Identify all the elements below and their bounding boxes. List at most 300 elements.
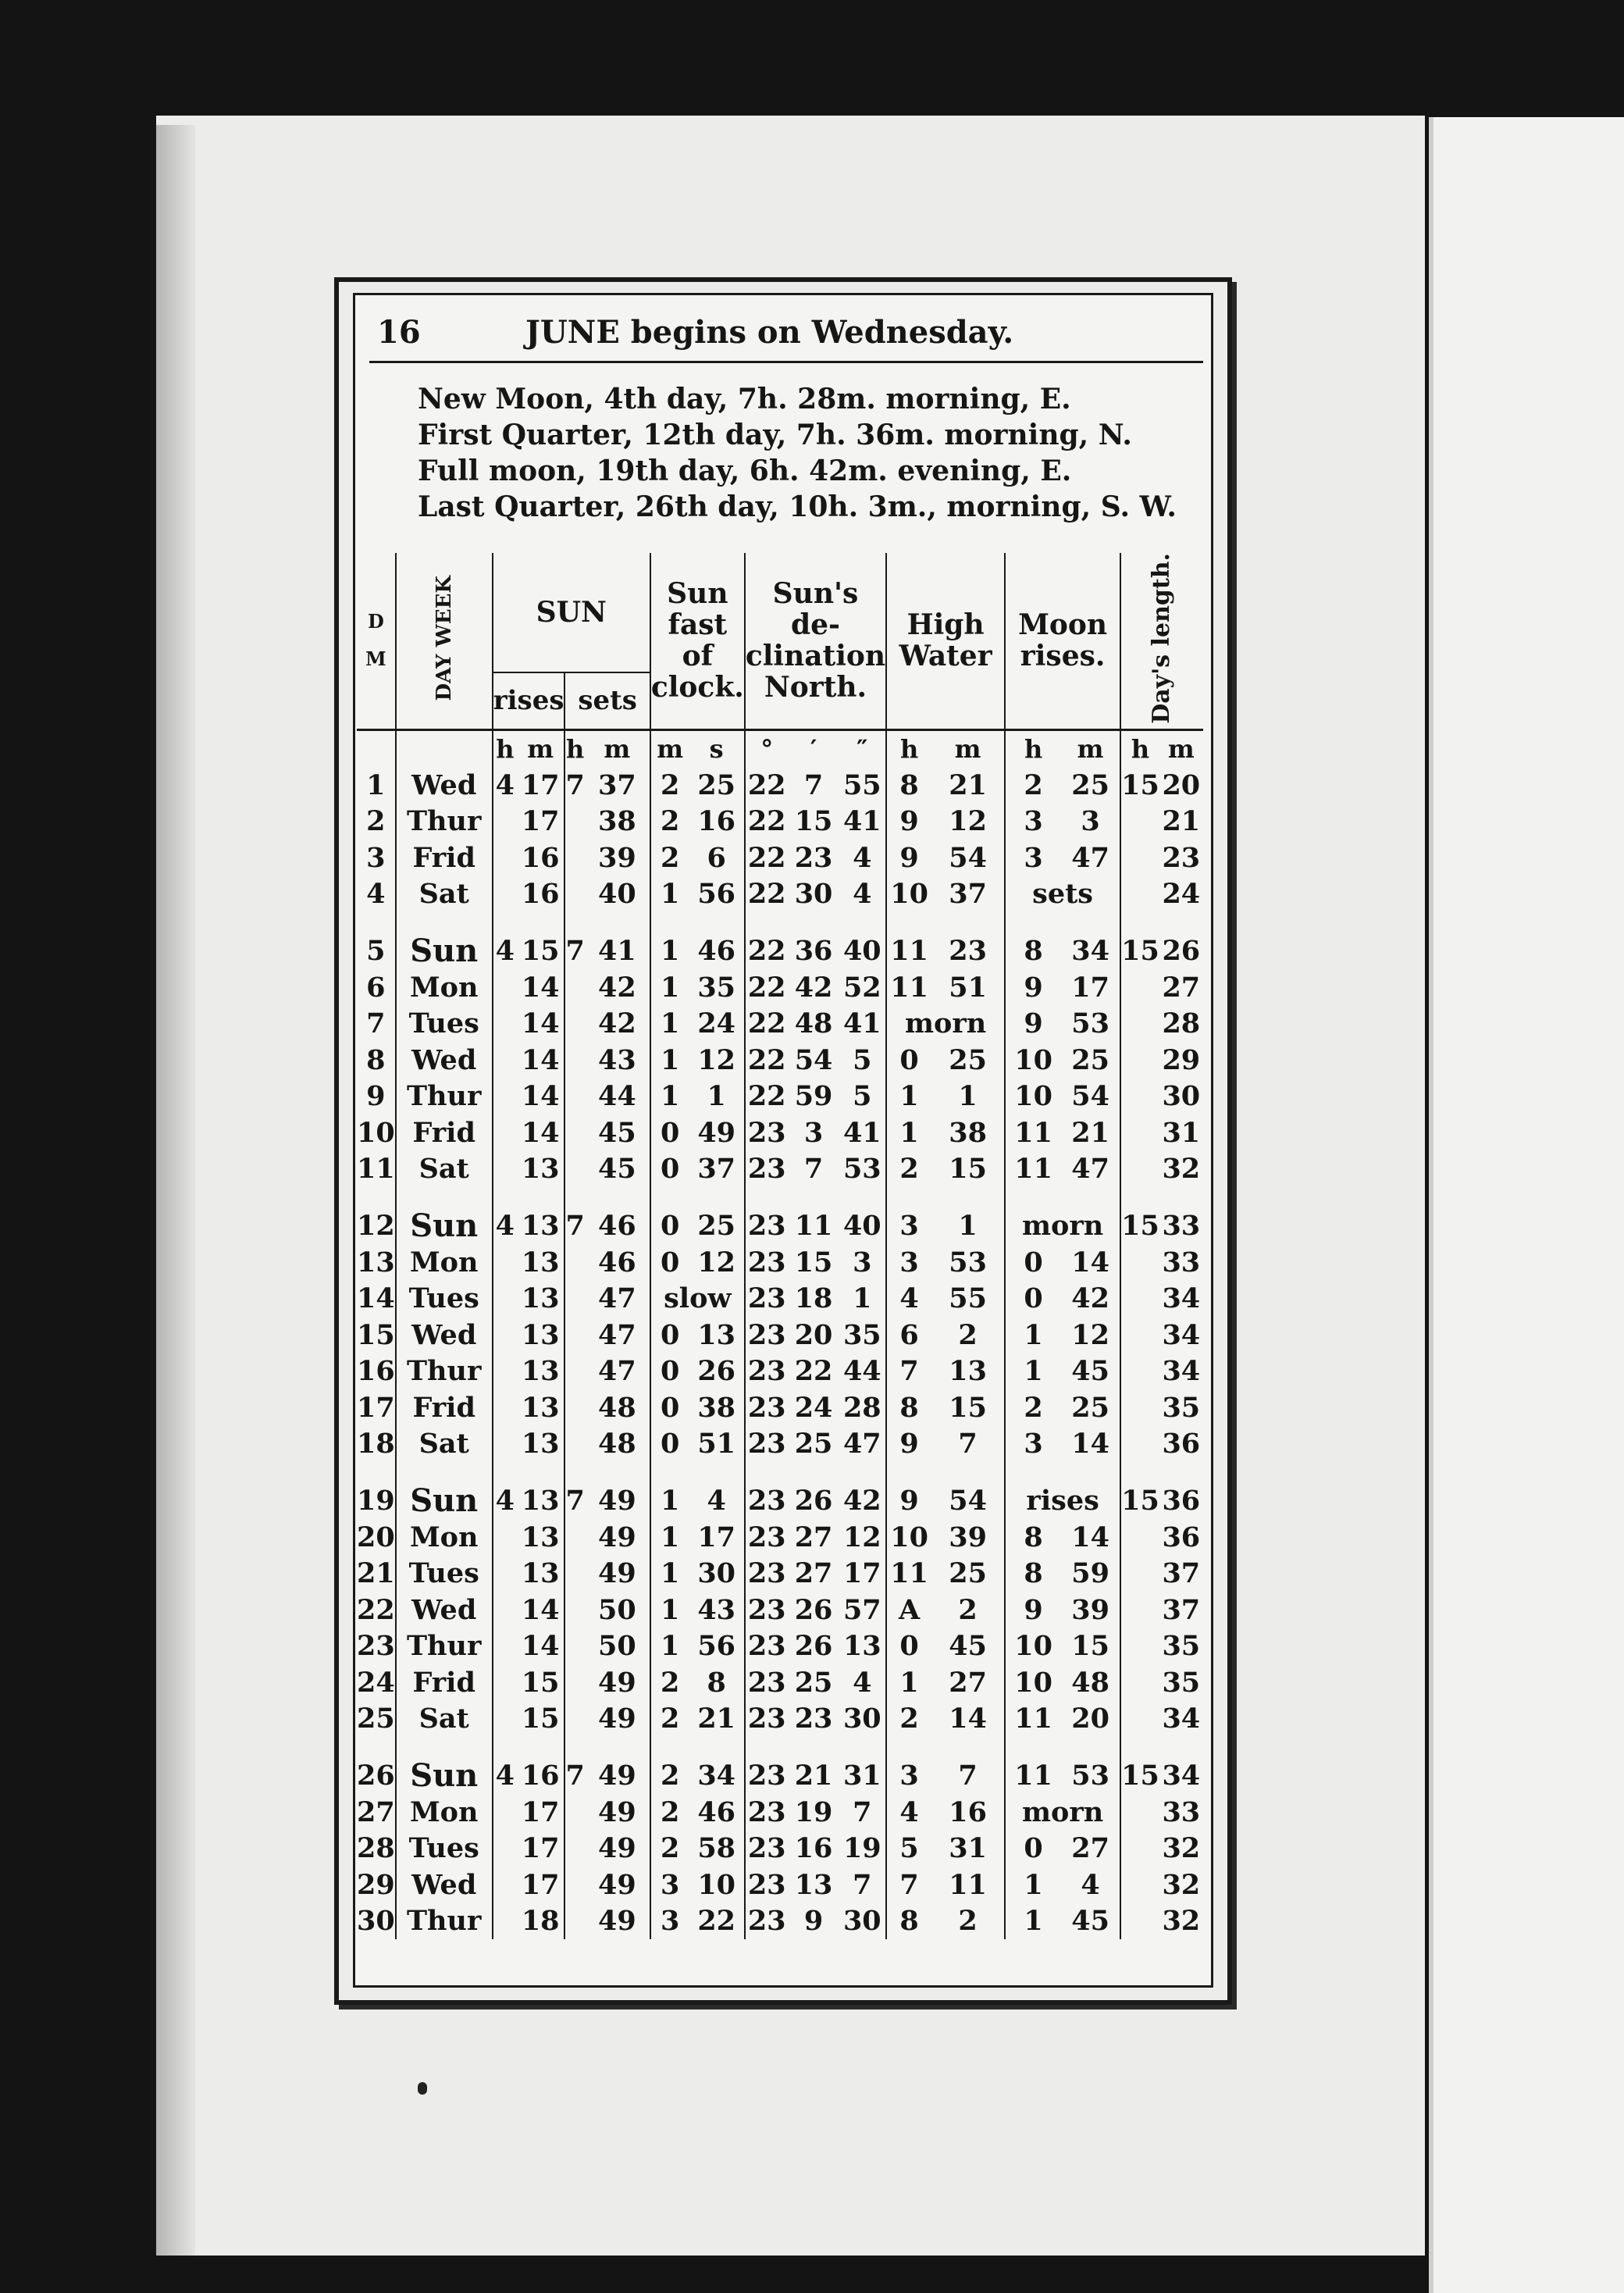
sunset-hour — [564, 969, 584, 1006]
day-of-month: 9 — [366, 1080, 386, 1113]
sunrise-minute: 14 — [521, 971, 560, 1004]
declination-degrees: 23 — [745, 1867, 789, 1903]
sunset-hour — [564, 1244, 584, 1281]
sunrise-minute: 15 — [521, 1666, 560, 1699]
declination-seconds: 47 — [842, 1428, 881, 1460]
day-length-minutes: 37 — [1162, 1557, 1201, 1590]
moon-minute: 39 — [1071, 1593, 1109, 1626]
moon-minute: 4 — [1081, 1868, 1100, 1901]
unit: m — [954, 733, 981, 764]
sun-fast-seconds: 46 — [697, 1796, 736, 1828]
day-of-month: 6 — [366, 971, 386, 1004]
high-water-minute: 37 — [949, 878, 987, 911]
day-row — [357, 1519, 1203, 1556]
day-length-minutes: 35 — [1162, 1391, 1201, 1424]
high-water-hour: 11 — [886, 969, 931, 1006]
sun-fast-minutes: 1 — [650, 1005, 689, 1042]
sun-fast-seconds: 37 — [697, 1153, 736, 1186]
sunset-hour: 7 — [564, 1207, 584, 1244]
col-header-days-length — [1120, 553, 1203, 729]
moon-minute: 25 — [1071, 1043, 1109, 1076]
declination-degrees: 23 — [745, 1903, 789, 1939]
day-row — [357, 767, 1203, 804]
day-row — [357, 1207, 1203, 1244]
sun-fast-seconds: 24 — [697, 1007, 736, 1040]
unit: m — [527, 733, 554, 764]
declination-seconds: 35 — [842, 1318, 881, 1351]
sun-fast-seconds: 21 — [697, 1703, 736, 1735]
day-of-month: 26 — [357, 1759, 395, 1792]
declination-degrees: 23 — [745, 1555, 789, 1592]
sun-fast-seconds: 22 — [697, 1905, 736, 1938]
day-row — [357, 1482, 1203, 1519]
sun-fast-seconds: 58 — [697, 1832, 736, 1865]
sun-fast-minutes: 1 — [650, 1482, 689, 1519]
day-row — [357, 1353, 1203, 1389]
sunset-minute: 49 — [597, 1868, 636, 1901]
day-of-month: 11 — [357, 1153, 395, 1186]
units-row — [357, 729, 1203, 767]
moon-hour: 3 — [1005, 1425, 1061, 1462]
phase-last-quarter: Last Quarter, 26th day, 10h. 3m., morning, S. W. — [418, 490, 1177, 523]
sunrise-minute: 14 — [521, 1116, 560, 1149]
sunrise-hour — [493, 1078, 517, 1114]
sun-fast-seconds: 13 — [697, 1318, 736, 1351]
moon-hour: 10 — [1005, 1042, 1061, 1079]
high-water-hour: 9 — [886, 1425, 931, 1462]
sun-fast-seconds: 56 — [697, 878, 736, 911]
day-length-hours: 15 — [1120, 1482, 1159, 1519]
day-row — [357, 1280, 1203, 1317]
declination-degrees: 23 — [745, 1244, 789, 1281]
declination-seconds: 42 — [842, 1484, 881, 1517]
sunset-hour — [564, 1628, 584, 1664]
day-of-week: Frid — [396, 1389, 493, 1426]
day-length-hours — [1120, 1389, 1159, 1426]
sunrise-hour — [493, 1555, 517, 1592]
moon-hour: 8 — [1005, 1519, 1061, 1556]
declination-degrees: 23 — [745, 1830, 789, 1867]
declination-seconds: 44 — [842, 1355, 881, 1388]
sun-fast-minutes: 0 — [650, 1317, 689, 1353]
sun-fast-seconds: 10 — [697, 1868, 736, 1901]
moon-hour: 0 — [1005, 1830, 1061, 1867]
declination-degrees: 23 — [745, 1207, 789, 1244]
day-length-hours — [1120, 803, 1159, 840]
sunset-minute: 41 — [597, 934, 636, 967]
high-water-hour: 6 — [886, 1317, 931, 1353]
sun-fast-minutes: 2 — [650, 840, 689, 876]
sunset-hour: 7 — [564, 1482, 584, 1519]
day-length-minutes: 34 — [1162, 1318, 1201, 1351]
moon-phases — [418, 381, 1177, 525]
declination-degrees: 23 — [745, 1280, 789, 1317]
sun-fast-minutes: 2 — [650, 1700, 689, 1737]
declination-seconds: 40 — [842, 1209, 881, 1242]
day-of-month: 18 — [357, 1428, 395, 1460]
day-of-month: 27 — [357, 1796, 395, 1828]
sunset-minute: 49 — [597, 1484, 636, 1517]
day-row — [357, 1150, 1203, 1187]
day-of-month: 16 — [357, 1355, 395, 1388]
day-length-minutes: 32 — [1162, 1832, 1201, 1865]
high-water-minute: 45 — [949, 1630, 987, 1663]
sun-fast-minutes: 2 — [650, 1664, 689, 1701]
unit: m — [1077, 733, 1104, 764]
sunrise-hour — [493, 1664, 517, 1701]
day-row — [357, 1700, 1203, 1737]
sunset-hour — [564, 1519, 584, 1556]
sunset-hour — [564, 1353, 584, 1389]
sunrise-hour — [493, 1867, 517, 1903]
declination-degrees: 23 — [745, 1592, 789, 1628]
day-length-minutes: 34 — [1162, 1759, 1201, 1792]
declination-degrees: 23 — [745, 1519, 789, 1556]
sunset-minute: 49 — [597, 1703, 636, 1735]
moon-minute: 14 — [1071, 1521, 1109, 1553]
day-of-week: Frid — [396, 1114, 493, 1151]
day-length-hours — [1120, 1519, 1159, 1556]
page-title: JUNE begins on Wednesday. — [525, 314, 1014, 351]
dm-bottom: M — [365, 647, 386, 671]
day-of-month: 2 — [366, 805, 386, 838]
sunset-hour — [564, 1794, 584, 1831]
declination-minutes: 25 — [794, 1428, 833, 1460]
moon-hour: 0 — [1005, 1244, 1061, 1281]
high-water-hour: A — [886, 1592, 931, 1628]
day-length-minutes: 36 — [1162, 1428, 1201, 1460]
declination-degrees: 22 — [745, 875, 789, 912]
high-water-hour: 9 — [886, 1482, 931, 1519]
sun-fast-minutes: 1 — [650, 1628, 689, 1664]
sun-fast-seconds: 1 — [707, 1080, 726, 1113]
high-water-minute: 38 — [949, 1116, 987, 1149]
declination-minutes: 9 — [803, 1905, 824, 1938]
day-length-minutes: 30 — [1162, 1080, 1201, 1113]
sunset-minute: 49 — [597, 1905, 636, 1938]
moon-minute: 27 — [1071, 1832, 1109, 1865]
sunrise-hour — [493, 1244, 517, 1281]
sunset-hour — [564, 1150, 584, 1187]
declination-minutes: 26 — [794, 1593, 833, 1626]
day-length-minutes: 29 — [1162, 1043, 1201, 1076]
sunset-minute: 38 — [597, 805, 636, 838]
declination-minutes: 48 — [794, 1007, 833, 1040]
high-water-minute: 1 — [958, 1080, 978, 1113]
sun-fast-minutes: 0 — [650, 1150, 689, 1187]
day-length-hours — [1120, 1353, 1159, 1389]
day-length-hours — [1120, 1114, 1159, 1151]
declination-degrees: 22 — [745, 1078, 789, 1114]
declination-minutes: 7 — [803, 1153, 824, 1186]
high-water-hour: 1 — [886, 1664, 931, 1701]
day-of-month: 30 — [357, 1905, 395, 1938]
day-of-week: Sun — [396, 1757, 493, 1794]
page-number: 16 — [377, 314, 421, 351]
declination-seconds: 7 — [853, 1868, 872, 1901]
moon-hour: 10 — [1005, 1078, 1061, 1114]
day-row — [357, 1078, 1203, 1114]
sunrise-minute: 18 — [521, 1905, 560, 1938]
sunset-hour — [564, 1389, 584, 1426]
declination-minutes: 36 — [794, 934, 833, 967]
high-water-hour: 8 — [886, 1903, 931, 1939]
sunrise-hour — [493, 1005, 517, 1042]
high-water-hour: 8 — [886, 1389, 931, 1426]
declination-seconds: 12 — [842, 1521, 881, 1553]
sun-fast-minutes: 2 — [650, 1794, 689, 1831]
high-water-minute: 55 — [949, 1282, 987, 1315]
day-length-hours — [1120, 1700, 1159, 1737]
ink-speck — [418, 2082, 427, 2095]
sunrise-minute: 16 — [521, 878, 560, 911]
declination-seconds: 3 — [853, 1246, 872, 1278]
unit: h — [493, 729, 517, 767]
sun-fast-seconds: 12 — [697, 1043, 736, 1076]
sun-fast-minutes: 1 — [650, 1592, 689, 1628]
sunset-hour — [564, 1280, 584, 1317]
sun-fast-seconds: 26 — [697, 1355, 736, 1388]
sunrise-minute: 13 — [521, 1484, 560, 1517]
declination-seconds: 13 — [842, 1630, 881, 1663]
unit: h — [564, 729, 584, 767]
sunrise-minute: 13 — [521, 1355, 560, 1388]
declination-degrees: 23 — [745, 1700, 789, 1737]
day-length-minutes: 32 — [1162, 1153, 1201, 1186]
day-of-month: 15 — [357, 1318, 395, 1351]
high-water-minute: 39 — [949, 1521, 987, 1553]
day-length-hours: 15 — [1120, 933, 1159, 969]
sun-fast-seconds: 6 — [707, 841, 726, 874]
declination-degrees: 23 — [745, 1425, 789, 1462]
declination-minutes: 7 — [803, 768, 824, 801]
day-length-hours — [1120, 1794, 1159, 1831]
sunrise-minute: 16 — [521, 841, 560, 874]
moon-hour: 8 — [1005, 1555, 1061, 1592]
high-water-minute: 7 — [958, 1759, 978, 1792]
moon-hour: 0 — [1005, 1280, 1061, 1317]
sunset-hour — [564, 1425, 584, 1462]
sunrise-minute: 13 — [521, 1428, 560, 1460]
moon-hour: 8 — [1005, 933, 1061, 969]
day-of-month: 23 — [357, 1630, 395, 1663]
days-length-label: Day's length. — [1148, 553, 1176, 724]
high-water-word: morn — [886, 1005, 1005, 1042]
moon-minute: 48 — [1071, 1666, 1109, 1699]
moon-hour: 2 — [1005, 1389, 1061, 1426]
day-of-week: Thur — [396, 1628, 493, 1664]
day-length-minutes: 35 — [1162, 1666, 1201, 1699]
sun-fast-minutes: 1 — [650, 1078, 689, 1114]
sunrise-minute: 14 — [521, 1043, 560, 1076]
day-length-hours — [1120, 1317, 1159, 1353]
declination-seconds: 7 — [853, 1796, 872, 1828]
moon-word: morn — [1005, 1207, 1120, 1244]
sunset-minute: 49 — [597, 1796, 636, 1828]
day-of-week: Mon — [396, 1794, 493, 1831]
sunrise-minute: 13 — [521, 1318, 560, 1351]
day-length-minutes: 31 — [1162, 1116, 1201, 1149]
declination-minutes: 23 — [794, 1703, 833, 1735]
sunset-hour — [564, 1114, 584, 1151]
sunrise-minute: 17 — [521, 1796, 560, 1828]
moon-minute: 45 — [1071, 1355, 1109, 1388]
day-of-week: Thur — [396, 1353, 493, 1389]
sun-fast-seconds: 8 — [707, 1666, 726, 1699]
right-page — [1429, 117, 1624, 2293]
high-water-minute: 13 — [949, 1355, 987, 1388]
moon-hour: 11 — [1005, 1700, 1061, 1737]
declination-seconds: 4 — [853, 1666, 872, 1699]
high-water-hour: 0 — [886, 1628, 931, 1664]
moon-minute: 17 — [1071, 971, 1109, 1004]
moon-hour: 9 — [1005, 969, 1061, 1006]
sunrise-hour — [493, 1700, 517, 1737]
day-of-month: 12 — [357, 1209, 395, 1242]
sun-fast-seconds: 17 — [697, 1521, 736, 1553]
unit: ° — [745, 729, 789, 767]
moon-minute: 25 — [1071, 1391, 1109, 1424]
sun-fast-minutes: 1 — [650, 933, 689, 969]
declination-seconds: 5 — [853, 1080, 872, 1113]
day-row — [357, 1830, 1203, 1867]
moon-hour: 3 — [1005, 803, 1061, 840]
sunrise-hour — [493, 803, 517, 840]
moon-hour: 1 — [1005, 1317, 1061, 1353]
sunset-minute: 49 — [597, 1666, 636, 1699]
sunrise-minute: 17 — [521, 805, 560, 838]
sunset-minute: 42 — [597, 971, 636, 1004]
sunset-hour — [564, 1042, 584, 1079]
col-header-declination: Sun's de- clination North. — [745, 553, 886, 729]
high-water-hour: 5 — [886, 1830, 931, 1867]
declination-minutes: 15 — [794, 1246, 833, 1278]
phase-first-quarter: First Quarter, 12th day, 7h. 36m. morning, N. — [418, 419, 1132, 451]
day-of-week: Wed — [396, 1042, 493, 1079]
sun-fast-minutes: 2 — [650, 767, 689, 804]
unit: m — [604, 733, 631, 764]
unit: h — [1120, 729, 1159, 767]
day-length-minutes: 37 — [1162, 1593, 1201, 1626]
day-length-minutes: 35 — [1162, 1630, 1201, 1663]
col-header-high-water: High Water — [886, 553, 1005, 729]
high-water-hour: 3 — [886, 1244, 931, 1281]
moon-word: rises — [1005, 1482, 1120, 1519]
declination-minutes: 15 — [794, 805, 833, 838]
sunrise-hour — [493, 1592, 517, 1628]
high-water-hour: 4 — [886, 1280, 931, 1317]
sun-fast-seconds: 49 — [697, 1116, 736, 1149]
declination-degrees: 23 — [745, 1150, 789, 1187]
day-of-month: 17 — [357, 1391, 395, 1424]
unit: ″ — [857, 733, 868, 764]
declination-seconds: 41 — [842, 805, 881, 838]
moon-hour: 1 — [1005, 1353, 1061, 1389]
day-of-week: Mon — [396, 969, 493, 1006]
high-water-minute: 2 — [958, 1318, 978, 1351]
almanac-inner-frame — [353, 293, 1213, 1988]
declination-minutes: 20 — [794, 1318, 833, 1351]
declination-degrees: 23 — [745, 1114, 789, 1151]
moon-minute: 20 — [1071, 1703, 1109, 1735]
declination-seconds: 41 — [842, 1007, 881, 1040]
declination-minutes: 13 — [794, 1868, 833, 1901]
sunrise-minute: 15 — [521, 1703, 560, 1735]
sunrise-hour — [493, 1150, 517, 1187]
sunset-hour — [564, 1867, 584, 1903]
page-edge-shadow — [156, 125, 195, 2256]
high-water-minute: 16 — [949, 1796, 987, 1828]
sunrise-minute: 17 — [521, 768, 560, 801]
sunset-hour — [564, 1005, 584, 1042]
declination-degrees: 23 — [745, 1757, 789, 1794]
day-row — [357, 1042, 1203, 1079]
sun-fast-minutes: 3 — [650, 1867, 689, 1903]
moon-hour: 2 — [1005, 767, 1061, 804]
day-row — [357, 1592, 1203, 1628]
moon-minute: 54 — [1071, 1080, 1109, 1113]
moon-minute: 14 — [1071, 1246, 1109, 1278]
day-of-week: Tues — [396, 1830, 493, 1867]
sunset-hour — [564, 1555, 584, 1592]
day-of-week: Sat — [396, 1150, 493, 1187]
day-of-week: Sun — [396, 1207, 493, 1244]
declination-minutes: 22 — [794, 1355, 833, 1388]
sunset-minute: 39 — [597, 841, 636, 874]
declination-seconds: 41 — [842, 1116, 881, 1149]
moon-minute: 42 — [1071, 1282, 1109, 1315]
dm-top: D — [367, 610, 384, 633]
declination-minutes: 11 — [794, 1209, 833, 1242]
day-length-minutes: 36 — [1162, 1484, 1201, 1517]
declination-minutes: 23 — [794, 841, 833, 874]
declination-seconds: 5 — [853, 1043, 872, 1076]
moon-hour: 1 — [1005, 1903, 1061, 1939]
day-length-hours — [1120, 1280, 1159, 1317]
sun-fast-seconds: 38 — [697, 1391, 736, 1424]
high-water-minute: 14 — [949, 1703, 987, 1735]
declination-minutes: 21 — [794, 1759, 833, 1792]
day-length-hours — [1120, 1830, 1159, 1867]
moon-minute: 34 — [1071, 934, 1109, 967]
day-length-hours: 15 — [1120, 1757, 1159, 1794]
day-row — [357, 1114, 1203, 1151]
declination-seconds: 57 — [842, 1593, 881, 1626]
unit: s — [709, 733, 724, 764]
sunrise-hour — [493, 1353, 517, 1389]
moon-minute: 45 — [1071, 1905, 1109, 1938]
week-gap — [357, 1462, 1203, 1482]
day-length-minutes: 21 — [1162, 805, 1201, 838]
declination-degrees: 23 — [745, 1317, 789, 1353]
day-of-week: Wed — [396, 1317, 493, 1353]
day-of-week: Sat — [396, 1700, 493, 1737]
declination-seconds: 4 — [853, 841, 872, 874]
col-header-day-week — [396, 553, 493, 729]
high-water-minute: 2 — [958, 1905, 978, 1938]
sunrise-hour — [493, 1794, 517, 1831]
day-of-week: Wed — [396, 1592, 493, 1628]
sunrise-minute: 16 — [521, 1759, 560, 1792]
sun-fast-minutes: 1 — [650, 969, 689, 1006]
day-length-hours — [1120, 1244, 1159, 1281]
high-water-minute: 31 — [949, 1832, 987, 1865]
sunrise-minute: 13 — [521, 1153, 560, 1186]
sunrise-minute: 13 — [521, 1246, 560, 1278]
sunrise-hour — [493, 1389, 517, 1426]
declination-minutes: 27 — [794, 1557, 833, 1590]
day-of-week: Frid — [396, 840, 493, 876]
